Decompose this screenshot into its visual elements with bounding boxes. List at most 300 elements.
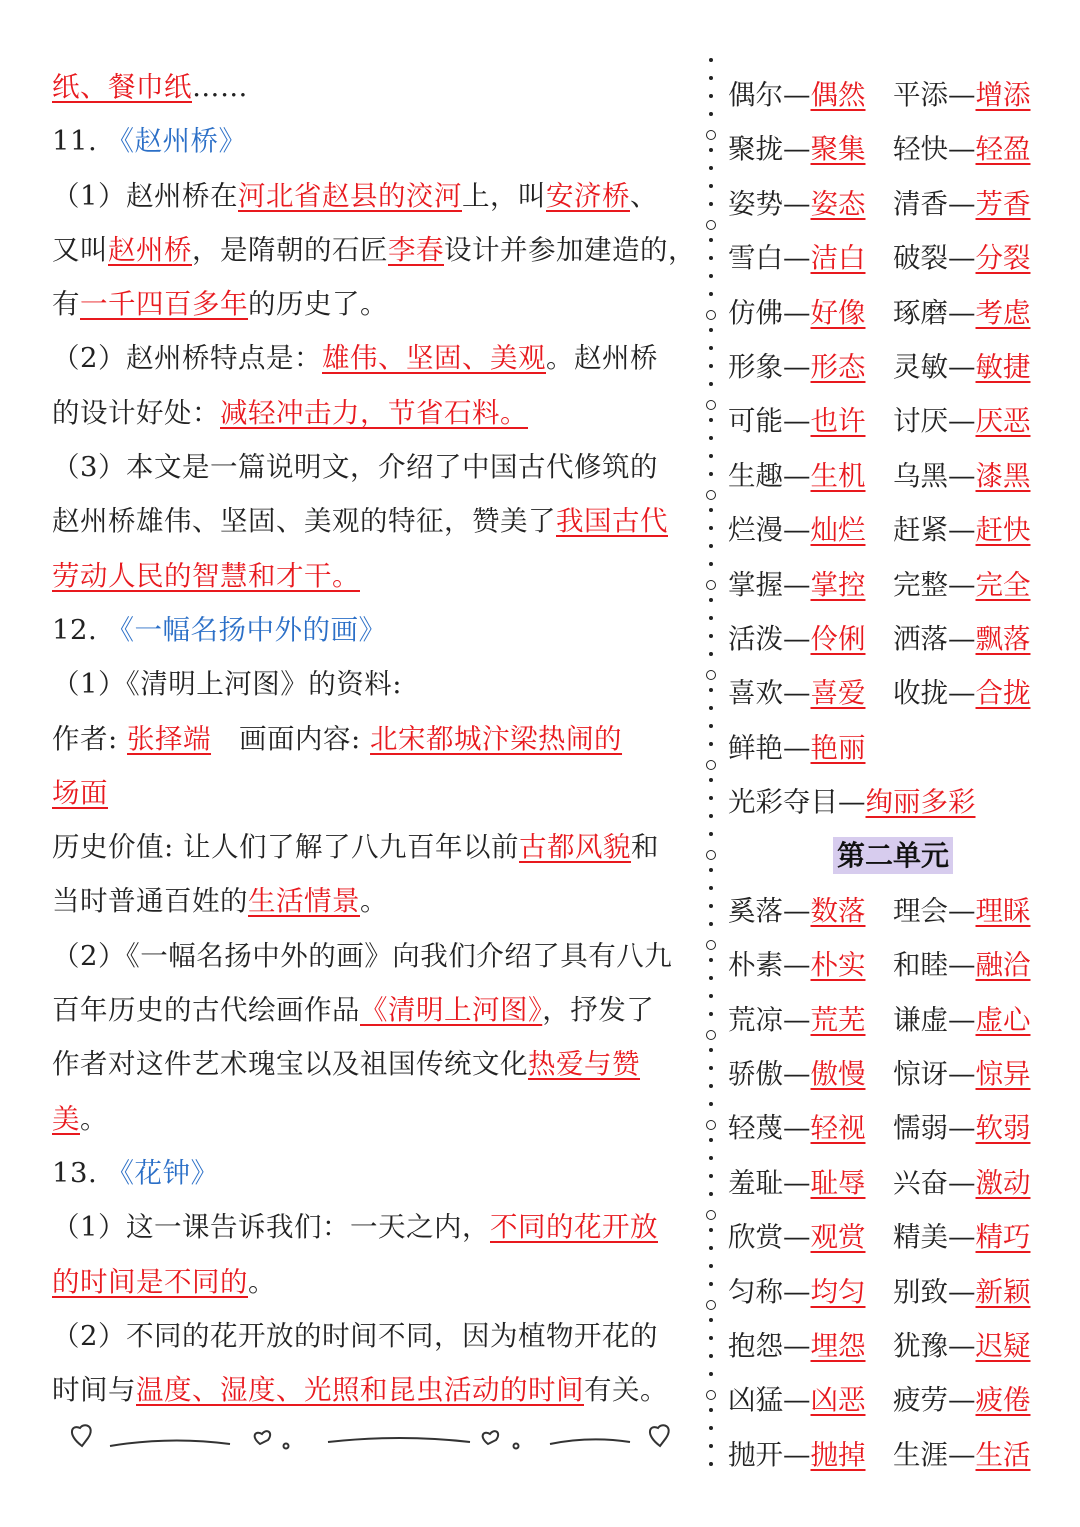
body-text: 12. (52, 613, 107, 646)
dot-mark (709, 382, 713, 386)
word: 收拢— (893, 677, 976, 710)
word: 生涯— (893, 1438, 976, 1471)
ring-mark (706, 1120, 716, 1130)
word: 轻快— (893, 133, 976, 166)
unit-heading-label: 第二单元 (833, 837, 953, 874)
synonym-row (728, 1428, 1058, 1482)
synonym-answer: 埋怨 (810, 1329, 866, 1362)
body-text: 有 (52, 288, 80, 321)
text-line (52, 874, 700, 928)
text-line (52, 1092, 700, 1146)
dot-mark (709, 1012, 713, 1016)
word: 疲劳— (893, 1384, 976, 1417)
body-text: （2）《一幅名扬中外的画》向我们介绍了具有八九 (52, 939, 673, 972)
body-text: （2）不同的花开放的时间不同，因为植物开花的 (52, 1319, 658, 1352)
word: 荒凉— (728, 1003, 811, 1036)
body-text: 。赵州桥 (546, 342, 658, 375)
word: 抛开— (728, 1438, 811, 1471)
ring-mark (706, 490, 716, 500)
synonym-pair (728, 666, 893, 720)
synonym-pair (893, 286, 1058, 340)
dot-mark (709, 598, 713, 602)
synonym-pair (728, 286, 893, 340)
synonym-pair (893, 1047, 1058, 1101)
synonym-row (728, 286, 1058, 340)
synonym-answer: 洁白 (810, 242, 866, 275)
word: 抱怨— (728, 1329, 811, 1362)
synonym-list-unit-1 (728, 68, 1058, 829)
synonym-answer: 数落 (810, 894, 866, 927)
ring-mark (706, 670, 716, 680)
synonym-answer: 聚集 (810, 133, 866, 166)
synonym-answer: 完全 (975, 568, 1031, 601)
synonym-pair (728, 1101, 893, 1155)
body-text: ，抒发了 (542, 994, 655, 1027)
synonym-answer: 理睬 (975, 894, 1031, 927)
body-text: 。 (360, 885, 388, 918)
body-text: 的设计好处： (52, 396, 220, 429)
synonym-pair (893, 68, 1058, 122)
synonym-answer: 姿态 (810, 187, 866, 220)
answer-text: 美 (52, 1102, 80, 1135)
body-text: 赵州桥雄伟、坚固、美观的特征，赞美了 (52, 505, 556, 538)
text-line (52, 169, 700, 223)
synonym-pair (728, 775, 1058, 829)
word: 羞耻— (728, 1166, 811, 1199)
dot-mark (709, 904, 713, 908)
answer-text: 张择端 (127, 722, 212, 755)
synonym-answer: 抛掉 (810, 1438, 866, 1471)
body-text: 上，叫 (462, 179, 546, 212)
synonym-pair (893, 1265, 1058, 1319)
dot-mark (709, 1318, 713, 1322)
synonym-answer: 融洽 (975, 949, 1031, 982)
word: 偶尔— (728, 79, 811, 111)
dot-mark (709, 1228, 713, 1232)
synonym-answer: 掌控 (810, 568, 866, 601)
text-line (52, 1146, 700, 1200)
word: 破裂— (893, 242, 976, 275)
word: 灵敏— (893, 350, 976, 383)
synonym-answer: 观赏 (810, 1221, 866, 1254)
synonym-answer: 激动 (975, 1166, 1031, 1199)
dot-mark (709, 796, 713, 800)
synonym-row (728, 1319, 1058, 1373)
synonym-answer: 形态 (810, 350, 866, 383)
synonym-row (728, 1047, 1058, 1101)
dot-mark (709, 202, 713, 206)
lesson-title: 《花钟》 (106, 1156, 219, 1189)
synonym-answer: 新颖 (975, 1275, 1031, 1308)
synonym-answer: 轻视 (810, 1112, 866, 1145)
synonym-pair (728, 231, 893, 285)
synonym-pair (728, 1210, 893, 1264)
text-line (52, 1200, 700, 1254)
synonym-row (728, 775, 1058, 829)
heart-outline-icon (72, 1425, 91, 1446)
synonym-row (728, 612, 1058, 666)
synonym-pair (893, 394, 1058, 448)
dot-mark (709, 688, 713, 692)
synonym-answer: 艳丽 (810, 731, 866, 764)
word: 聚拢— (728, 133, 811, 166)
word: 奚落— (728, 894, 811, 927)
left-column (52, 60, 700, 1417)
dot-mark (709, 1156, 713, 1160)
word: 平添— (893, 79, 976, 111)
ring-mark (706, 940, 716, 950)
word: 琢磨— (893, 296, 976, 329)
body-text: 13. (52, 1156, 107, 1189)
synonym-answer: 朴实 (810, 949, 866, 982)
dot-mark (709, 814, 713, 818)
word: 骄傲— (728, 1058, 811, 1091)
body-text: 、 (630, 179, 658, 212)
text-line (52, 494, 700, 548)
body-text: 当时普通百姓的 (52, 885, 248, 918)
body-text: 历史价值: 让人们了解了八九百年以前 (52, 831, 520, 864)
dot-mark (709, 1174, 713, 1178)
synonym-answer: 考虑 (975, 296, 1031, 329)
answer-text: 一千四百多年 (80, 288, 248, 321)
synonym-pair (893, 340, 1058, 394)
text-line (52, 114, 700, 168)
synonym-answer: 喜爱 (810, 677, 866, 710)
synonym-row (728, 1210, 1058, 1264)
dot-mark (709, 886, 713, 890)
synonym-answer: 傲慢 (810, 1058, 866, 1091)
answer-text: 生活情景 (248, 885, 360, 918)
dot-mark (709, 742, 713, 746)
text-line (52, 820, 700, 874)
body-text: 作者对这件艺术瑰宝以及祖国传统文化 (52, 1048, 528, 1081)
dot-mark (709, 364, 713, 368)
synonym-row (728, 449, 1058, 503)
synonym-pair (893, 503, 1058, 557)
word: 惊讶— (893, 1058, 976, 1091)
dot-mark (709, 1138, 713, 1142)
synonym-row (728, 231, 1058, 285)
answer-text: 《清明上河图》 (360, 994, 543, 1027)
word: 清香— (893, 187, 976, 220)
answer-text: 我国古代 (556, 505, 668, 538)
synonym-answer: 疲倦 (975, 1384, 1031, 1417)
synonym-answer: 好像 (810, 296, 866, 329)
synonym-pair (893, 1156, 1058, 1210)
synonym-answer: 荒芜 (810, 1003, 866, 1036)
answer-text: 李春 (388, 233, 444, 266)
word: 可能— (728, 405, 811, 438)
synonym-answer: 赶快 (975, 514, 1031, 547)
synonym-row (728, 394, 1058, 448)
dot-mark (709, 1066, 713, 1070)
heart-outline-icon (483, 1431, 499, 1444)
word: 形象— (728, 350, 811, 383)
dot-mark (709, 976, 713, 980)
body-text: 设计并参加建造的， (444, 233, 696, 266)
answer-text: 河北省赵县的洨河 (238, 179, 462, 212)
text-line (52, 983, 700, 1037)
answer-text: 赵州桥 (108, 233, 192, 266)
ring-mark (706, 580, 716, 590)
body-text: 作者: (52, 722, 128, 755)
dot-mark (709, 922, 713, 926)
body-text: 的历史了。 (248, 288, 388, 321)
text-line (52, 1309, 700, 1363)
dot-mark (709, 724, 713, 728)
synonym-answer: 分裂 (975, 242, 1031, 275)
answer-text: 的时间是不同的 (52, 1265, 248, 1298)
synonym-row (728, 122, 1058, 176)
body-text: （2）赵州桥特点是： (52, 342, 322, 375)
word: 朴素— (728, 949, 811, 982)
body-text: （1）这一课告诉我们：一天之内， (52, 1211, 490, 1244)
dot-mark (709, 778, 713, 782)
ring-mark (706, 130, 716, 140)
synonym-answer: 漆黑 (975, 459, 1031, 492)
synonym-pair (893, 558, 1058, 612)
synonym-answer: 伶俐 (810, 622, 866, 655)
word: 讨厌— (893, 405, 976, 438)
body-text: （1）《清明上河图》的资料: (52, 668, 403, 701)
synonym-answer: 偶然 (810, 79, 866, 111)
synonym-answer: 耻辱 (810, 1166, 866, 1199)
synonym-row (728, 721, 1058, 775)
ring-mark (706, 760, 716, 770)
body-text: 。 (80, 1102, 108, 1135)
synonym-pair (893, 231, 1058, 285)
word: 雪白— (728, 242, 811, 275)
answer-text: 古都风貌 (519, 831, 632, 864)
dot-mark (709, 1246, 713, 1250)
word: 洒落— (893, 622, 976, 655)
body-text: 时间与 (52, 1374, 136, 1407)
synonym-pair (893, 884, 1058, 938)
word: 欣赏— (728, 1221, 811, 1254)
ring-mark (706, 400, 716, 410)
lesson-title: 《一幅名扬中外的画》 (106, 613, 387, 646)
lesson-title: 《赵州桥》 (106, 125, 247, 158)
text-line (52, 1363, 700, 1417)
word: 完整— (893, 568, 976, 601)
dot-mark (709, 238, 713, 242)
synonym-answer: 厌恶 (975, 405, 1031, 438)
answer-text: 热爱与赞 (528, 1048, 640, 1081)
text-line (52, 223, 700, 277)
synonym-row (728, 1101, 1058, 1155)
synonym-answer: 飘落 (975, 622, 1031, 655)
word: 懦弱— (893, 1112, 976, 1145)
text-line (52, 60, 700, 114)
word: 凶猛— (728, 1384, 811, 1417)
synonym-row (728, 177, 1058, 231)
synonym-answer: 精巧 (975, 1221, 1031, 1254)
dot-mark (709, 1048, 713, 1052)
synonym-pair (728, 340, 893, 394)
ring-mark (706, 850, 716, 860)
dot-mark (709, 994, 713, 998)
synonym-pair (728, 449, 893, 503)
synonym-answer: 虚心 (975, 1003, 1031, 1036)
body-text: …… (192, 71, 248, 103)
synonym-pair (728, 1265, 893, 1319)
word: 精美— (893, 1221, 976, 1254)
heart-outline-icon (255, 1431, 271, 1444)
answer-text: 劳动人民的智慧和才干。 (52, 559, 360, 592)
answer-text: 不同的花开放 (490, 1211, 658, 1244)
dot-mark (709, 1444, 713, 1448)
synonym-pair (893, 938, 1058, 992)
ring-mark (706, 220, 716, 230)
synonym-pair (728, 1373, 893, 1427)
word: 仿佛— (728, 296, 811, 329)
dot-mark (709, 76, 713, 80)
text-line (52, 1037, 700, 1091)
dot-mark (709, 256, 713, 260)
dot-mark (709, 1192, 713, 1196)
dot-mark (709, 328, 713, 332)
dot-mark (709, 868, 713, 872)
word: 犹豫— (893, 1329, 976, 1362)
synonym-row (728, 884, 1058, 938)
answer-text: 减轻冲击力，节省石料。 (220, 396, 528, 429)
synonym-pair (893, 1210, 1058, 1264)
text-line (52, 712, 700, 766)
word: 赶紧— (893, 514, 976, 547)
text-line (52, 549, 700, 603)
dot-mark (709, 274, 713, 278)
dot-mark (709, 508, 713, 512)
synonym-answer: 轻盈 (975, 133, 1031, 166)
word: 烂漫— (728, 514, 811, 547)
text-line (52, 657, 700, 711)
dot-mark (709, 634, 713, 638)
dot-mark (709, 1282, 713, 1286)
synonym-pair (893, 1373, 1058, 1427)
synonym-answer: 凶恶 (810, 1384, 866, 1417)
dot-mark (709, 1354, 713, 1358)
answer-text: 纸、餐巾纸 (52, 71, 192, 103)
body-text: 百年历史的古代绘画作品 (52, 994, 360, 1027)
dot-mark (709, 454, 713, 458)
synonym-pair (728, 1047, 893, 1101)
synonym-pair (893, 1428, 1058, 1482)
synonym-pair (893, 122, 1058, 176)
synonym-pair (728, 68, 893, 122)
synonym-row (728, 1156, 1058, 1210)
synonym-pair (728, 612, 893, 666)
ring-mark (706, 1390, 716, 1400)
ring-mark (706, 1030, 716, 1040)
word: 生趣— (728, 459, 811, 492)
dot-mark (709, 166, 713, 170)
synonym-row (728, 68, 1058, 122)
dot-mark (709, 1084, 713, 1088)
synonym-answer: 敏捷 (975, 350, 1031, 383)
dot-mark (709, 1372, 713, 1376)
heart-decoration (60, 1412, 700, 1462)
body-text: （3）本文是一篇说明文，介绍了中国古代修筑的 (52, 451, 658, 484)
synonym-pair (728, 721, 1058, 775)
word: 姿势— (728, 187, 811, 220)
body-text: 画面内容: (211, 722, 371, 755)
text-line (52, 440, 700, 494)
synonym-answer: 灿烂 (810, 514, 866, 547)
dot-mark (709, 1462, 713, 1466)
answer-text: 安济桥 (546, 179, 630, 212)
synonym-pair (893, 1319, 1058, 1373)
ring-mark (706, 1300, 716, 1310)
synonym-pair (728, 884, 893, 938)
synonym-answer: 均匀 (810, 1275, 866, 1308)
synonym-pair (893, 1101, 1058, 1155)
dot-mark (709, 472, 713, 476)
dot-mark (709, 526, 713, 530)
ring-mark (706, 1210, 716, 1220)
dot-mark (709, 94, 713, 98)
heart-outline-icon (650, 1425, 669, 1446)
synonym-row (728, 503, 1058, 557)
synonym-list-unit-2 (728, 884, 1058, 1482)
dot-mark (709, 562, 713, 566)
answer-text: 场面 (52, 776, 108, 809)
dot-mark (709, 1264, 713, 1268)
text-line (52, 386, 700, 440)
text-line (52, 1255, 700, 1309)
word: 鲜艳— (728, 731, 811, 764)
synonym-pair (728, 394, 893, 448)
text-line (52, 766, 700, 820)
synonym-pair (728, 938, 893, 992)
synonym-row (728, 666, 1058, 720)
text-line (52, 277, 700, 331)
answer-text: 北宋都城汴梁热闹的 (370, 722, 623, 755)
answer-text: 雄伟、坚固、美观 (322, 342, 546, 375)
dot-mark (709, 706, 713, 710)
body-text: （1）赵州桥在 (52, 179, 238, 212)
body-text: 又叫 (52, 233, 108, 266)
dot-mark (709, 616, 713, 620)
body-text: 有关。 (584, 1374, 668, 1407)
synonym-pair (728, 177, 893, 231)
synonym-row (728, 558, 1058, 612)
synonym-answer: 合拢 (975, 677, 1031, 710)
ring-mark (706, 310, 716, 320)
dot-mark (709, 418, 713, 422)
synonym-answer: 惊异 (975, 1058, 1031, 1091)
answer-text: 温度、湿度、光照和昆虫活动的时间 (136, 1374, 584, 1407)
synonym-pair (728, 503, 893, 557)
word: 光彩夺目— (728, 786, 866, 819)
synonym-pair (893, 993, 1058, 1047)
synonym-answer: 迟疑 (975, 1329, 1031, 1362)
dot-mark (709, 1426, 713, 1430)
dot-mark (709, 652, 713, 656)
word: 兴奋— (893, 1166, 976, 1199)
word: 别致— (893, 1275, 976, 1308)
synonym-row (728, 340, 1058, 394)
body-text: 。 (248, 1265, 276, 1298)
synonym-pair (893, 666, 1058, 720)
synonym-pair (728, 122, 893, 176)
dot-mark (709, 436, 713, 440)
synonym-pair (893, 177, 1058, 231)
dot-mark (709, 1408, 713, 1412)
word: 理会— (893, 894, 976, 927)
word: 乌黑— (893, 459, 976, 492)
word: 喜欢— (728, 677, 811, 710)
dot-mark (709, 346, 713, 350)
